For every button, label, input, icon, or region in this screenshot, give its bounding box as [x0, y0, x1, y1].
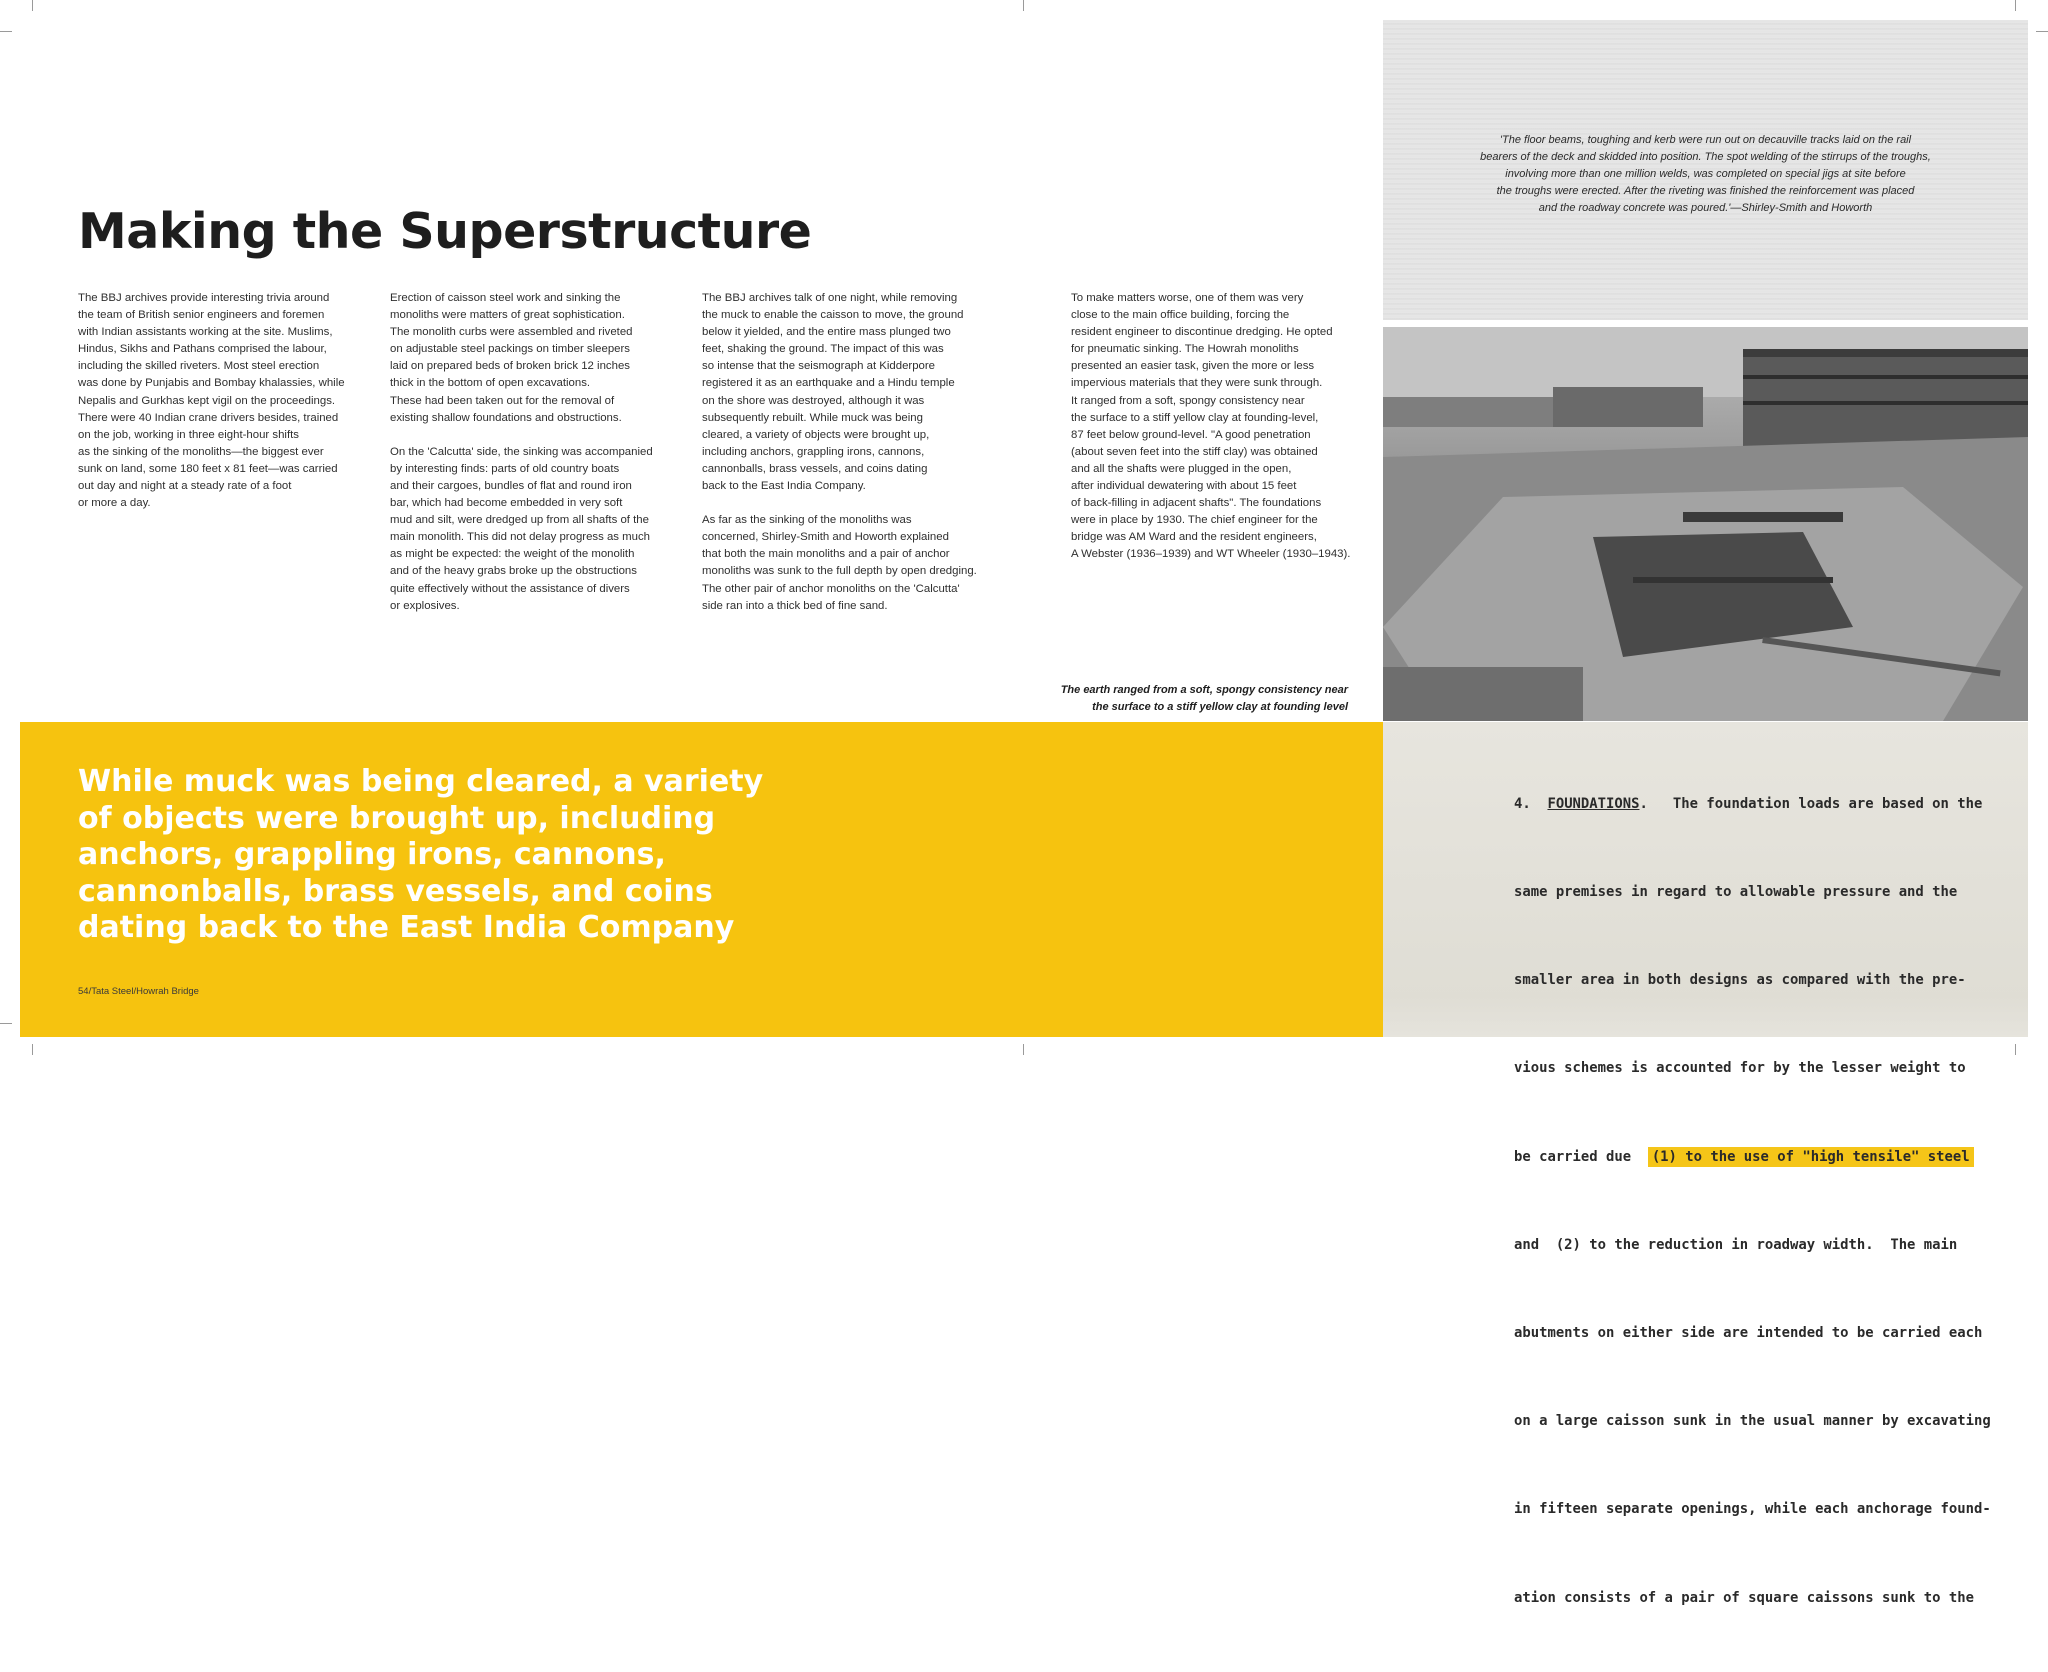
- typed-text: . The foundation loads are based on the: [1639, 795, 1983, 812]
- pull-quote-panel: [20, 722, 1383, 1037]
- body-column-2: [390, 290, 680, 632]
- body-column-4: [1071, 290, 1371, 581]
- typed-document: [1383, 722, 2028, 1606]
- construction-photo-graphic: [1383, 327, 2028, 721]
- body-paragraph: Erection of caisson steel work and sinking the monoliths were matters of great sophistication. The monolith curbs were assembled and riveted on adjustable steel packings on timber sleepers laid on prepared beds of broken brick 12 inches thick in the bottom of open excavations. These had been taken out for the removal of existing shallow foundations and obstructions.: [390, 292, 633, 424]
- body-paragraph: To make matters worse, one of them was very close to the main office building, forcing the resident engineer to discontinue dredging. He opted for pneumatic sinking. The Howrah monoliths presented an easier task, given the more or less impervious materials that they were sunk through. It ranged from a soft, spongy consistency near the surface to a stiff yellow clay at founding-level, 87 feet below ground-level. "A good penetration (about seven feet into the stiff clay) was obtained and all the shafts were plugged in the open, after individual dewatering with about 15 feet of back-filling in adjacent shafts". The foundations were in place by 1930. The chief engineer for the bridge was AM Ward and the resident engineers, A Webster (1936–1939) and WT Wheeler (1930–1943).: [1071, 292, 1351, 561]
- typed-document-text: [1514, 731, 1991, 1672]
- typed-line: [1514, 1143, 1991, 1172]
- crop-mark: [0, 1023, 12, 1024]
- body-paragraph: As far as the sinking of the monoliths was concerned, Shirley-Smith and Howorth explained that both the main monoliths and a pair of anchor monoliths was sunk to the full depth by open dredging. The other pair of anchor monoliths on the 'Calcutta' side ran into a thick bed of fine sand.: [702, 514, 977, 612]
- section-heading: FOUNDATIONS: [1547, 795, 1640, 812]
- crop-mark: [1023, 0, 1024, 11]
- crop-mark: [2015, 0, 2016, 11]
- crop-mark: [32, 0, 33, 11]
- body-column-1: [78, 290, 368, 529]
- crop-mark: [0, 31, 12, 32]
- typed-line: on a large caisson sunk in the usual manner by excavating: [1514, 1413, 1991, 1430]
- typed-text: be carried due: [1514, 1148, 1648, 1165]
- typed-line: vious schemes is accounted for by the lesser weight to: [1514, 1060, 1966, 1077]
- crop-mark: [32, 1044, 33, 1055]
- typed-line: [1514, 790, 1991, 819]
- typed-line: abutments on either side are intended to be carried each: [1514, 1325, 1983, 1342]
- pull-quote: While muck was being cleared, a variety of objects were brought up, including anchors, grappling irons, cannons, cannonballs, brass vessels, and coins dating back to the East India Company: [78, 764, 764, 945]
- typed-line: smaller area in both designs as compared with the pre-: [1514, 972, 1966, 989]
- sidebar-quote: 'The floor beams, toughing and kerb were run out on decauville tracks laid on the rail bearers of the deck and skidded into position. The spot welding of the stirrups of the troughs, involving more than one million welds, was completed on special jigs at site before the troughs were erected. After the riveting was finished the reinforcement was placed and the roadway concrete was poured.'—Shirley-Smith and Howorth: [1480, 134, 1931, 214]
- paper-fade: [1383, 997, 2028, 1037]
- body-column-3: [702, 290, 1002, 632]
- crop-mark: [1023, 1044, 1024, 1055]
- typed-line: same premises in regard to allowable pressure and the: [1514, 884, 1958, 901]
- crop-mark: [2036, 31, 2048, 32]
- body-paragraph: On the 'Calcutta' side, the sinking was accompanied by interesting finds: parts of old country boats and their cargoes, bundles of flat and round iron bar, which had become embedded in very soft mud and silt, were dredged up from all shafts of the main monolith. This did not delay progress as much as might be expected: the weight of the monolith and of the heavy grabs broke up the obstructions quite effectively without the assistance of divers or explosives.: [390, 445, 653, 612]
- typed-line: ation consists of a pair of square caissons sunk to the: [1514, 1589, 1974, 1606]
- highlighted-text: (1) to the use of "high tensile" steel: [1648, 1147, 1974, 1167]
- typed-line: and (2) to the reduction in roadway width. The main: [1514, 1236, 1958, 1253]
- page-folio: 54/Tata Steel/Howrah Bridge: [78, 986, 199, 997]
- page-title: Making the Superstructure: [78, 203, 812, 260]
- photo-caption: The earth ranged from a soft, spongy consistency near the surface to a stiff yellow clay at founding level: [1060, 684, 1348, 713]
- typed-line: in fifteen separate openings, while each anchorage found-: [1514, 1501, 1991, 1518]
- quote-panel: [1383, 20, 2028, 320]
- section-number: 4.: [1514, 795, 1531, 812]
- construction-photo: [1383, 327, 2028, 721]
- crop-mark: [2015, 1044, 2016, 1055]
- body-paragraph: The BBJ archives talk of one night, while removing the muck to enable the caisson to move, the ground below it yielded, and the entire mass plunged two feet, shaking the ground. The impact of this was so intense that the seismograph at Kidderpore registered it as an earthquake and a Hindu temple on the shore was destroyed, although it was subsequently rebuilt. While muck was being cleared, a variety of objects were brought up, including anchors, grappling irons, cannons, cannonballs, brass vessels, and coins dating back to the East India Company.: [702, 292, 964, 493]
- body-paragraph: The BBJ archives provide interesting trivia around the team of British senior engineers and foremen with Indian assistants working at the site. Muslims, Hindus, Sikhs and Pathans comprised the labour, including the skilled riveters. Most steel erection was done by Punjabis and Bombay khalassies, while Nepalis and Gurkhas kept vigil on the proceedings. There were 40 Indian crane drivers besides, trained on the job, working in three eight-hour shifts as the sinking of the monoliths—the biggest ever sunk on land, some 180 feet x 81 feet—was carried out day and night at a steady rate of a foot or more a day.: [78, 292, 345, 510]
